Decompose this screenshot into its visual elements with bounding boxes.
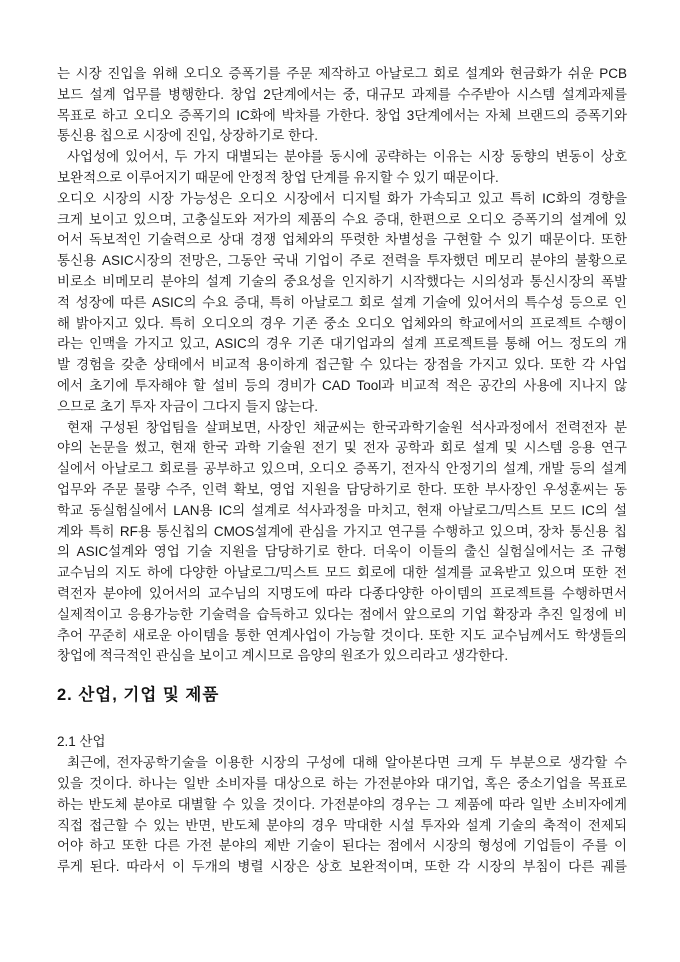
text-line: 력전자 분야에 있어서의 교수님의 지명도에 따라 다종다양한 아이템의 프로젝트를 수행하면서 xyxy=(57,585,627,601)
text-line: 크게 보이고 있으며, 고충실도와 저가의 제품의 수요 증대, 한편으로 오디오 증폭기의 설계에 있 xyxy=(57,211,627,227)
text-line: 학교 동실험실에서 LAN용 IC의 설계로 석사과정을 마치고, 현재 아날로그/믹스트 모드 IC의 설 xyxy=(57,502,627,518)
text-line: 실제적이고 응용가능한 기술력을 습득하고 있다는 점에서 앞으로의 기업 확장과 추진 일정에 비 xyxy=(57,606,627,622)
body-text-block-2 xyxy=(57,753,627,878)
text-line: 어야 하고 또한 다른 가전 분야의 제반 기술이 된다는 점에서 시장의 형성에 기업들이 주를 이 xyxy=(57,838,627,854)
text-line: 는 시장 진입을 위해 오디오 증폭기를 주문 제작하고 아날로그 회로 설계와 현금화가 쉬운 PCB xyxy=(57,66,627,81)
text-line: 목표로 하고 오디오 증폭기의 IC화에 박차를 가한다. 창업 3단계에서는 자체 브랜드의 증폭기와 xyxy=(57,107,627,123)
text-line: 보드 설계 업무를 병행한다. 창업 2단계에서는 중, 대규모 과제를 수주받아 시스템 설계과제를 xyxy=(57,86,627,102)
text-line: 의 ASIC설계와 영업 기술 지원을 담당하기로 한다. 더욱이 이들의 출신 실험실에서는 조 규형 xyxy=(57,544,627,560)
text-line: 어서 독보적인 기술력으로 상대 경쟁 업체와의 뚜렷한 차별성을 구현할 수 있기 때문이다. 또한 xyxy=(57,232,627,248)
text-line: 교수님의 지도 하에 다양한 아날로그/믹스트 모드 회로에 대한 설계를 교육받고 있으며 또한 전 xyxy=(57,565,627,581)
document-content xyxy=(57,64,627,878)
text-line: 발 경험을 갖춘 상태에서 비교적 용이하게 접근할 수 있다는 장점을 가지고 있다. 또한 각 사업 xyxy=(57,357,627,373)
text-line: 계와 특히 RF용 통신칩의 CMOS설계에 관심을 가지고 연구를 수행하고 있으며, 장차 통신용 칩 xyxy=(57,523,627,539)
text-line: 현재 구성된 창업팀을 살펴보면, 사장인 채균씨는 한국과학기술원 석사과정에서 전력전자 분 xyxy=(67,419,627,435)
text-line: 최근에, 전자공학기술을 이용한 시장의 구성에 대해 알아본다면 크게 두 부분으로 생각할 수 xyxy=(67,755,627,771)
text-line: 하는 반도체 분야로 대별할 수 있을 것이다. 가전분야의 경우는 그 제품에 따라 일반 소비자에게 xyxy=(57,796,627,812)
text-line: 루게 된다. 따라서 이 두개의 병렬 시장은 상호 보완적이며, 또한 각 시장의 부침이 다른 궤를 xyxy=(57,859,627,875)
text-line: 창업에 적극적인 관심을 보이고 계시므로 음양의 원조가 있으리라고 생각한다. xyxy=(57,648,509,664)
text-line: 라는 인맥을 가지고 있고, ASIC의 경우 기존 대기업과의 설계 프로젝트를 통해 어느 정도의 개 xyxy=(57,336,627,352)
text-line: 있을 것이다. 하나는 일반 소비자를 대상으로 하는 가전분야와 대기업, 혹은 중소기업을 목표로 xyxy=(57,775,627,791)
text-line: 오디오 시장의 시장 가능성은 오디오 시장에서 디지털 화가 가속되고 있고 특히 IC화의 경향을 xyxy=(57,190,627,206)
text-line: 해 밝아지고 있다. 특히 오디오의 경우 기존 중소 오디오 업체와의 학교에서의 프로젝트 수행이 xyxy=(57,315,627,331)
text-line: 업무와 주문 물량 수주, 인력 확보, 영업 지원을 담당하기로 한다. 또한 부사장인 우성훈씨는 동 xyxy=(57,481,627,497)
subsection-heading: 2.1 산업 xyxy=(57,734,106,750)
section-heading: 2. 산업, 기업 및 제품 xyxy=(57,686,220,705)
text-line: 실에서 아날로그 회로를 공부하고 있으며, 오디오 증폭기, 전자식 안정기의 설계, 개발 등의 설계 xyxy=(57,461,627,477)
text-line: 보완적으로 이루어지기 때문에 안정적 창업 단계를 유지할 수 있기 때문이다. xyxy=(57,169,499,185)
text-line: 야의 논문을 썼고, 현재 한국 과학 기술원 전기 및 전자 공학과 회로 설계 및 시스템 응용 연구 xyxy=(57,440,627,456)
text-line: 직접 접근할 수 있는 반면, 반도체 분야의 경우 막대한 시설 투자와 설계 기술의 축적이 전제되 xyxy=(57,817,627,833)
text-line: 비로소 비메모리 분야의 설계 기술의 중요성을 인지하기 시작했다는 시의성과 통신시장의 폭발 xyxy=(57,273,627,289)
text-line: 에서 초기에 투자해야 할 설비 등의 경비가 CAD Tool과 비교적 적은 공간의 사용에 지나지 않 xyxy=(57,377,627,393)
text-line: 통신용 칩으로 시장에 진입, 상장하기로 한다. xyxy=(57,128,318,144)
text-line: 으므로 초기 투자 자금이 그다지 들지 않는다. xyxy=(57,398,318,414)
text-line: 통신용 ASIC시장의 전망은, 그동안 국내 기업이 주로 전력을 투자했던 메모리 분야의 불황으로 xyxy=(57,253,627,269)
body-text-block-1 xyxy=(57,64,627,667)
text-line: 적 성장에 따른 ASIC의 수요 증대, 특히 아날로그 회로 설계 기술에 있어서의 특수성 등으로 인 xyxy=(57,294,627,310)
text-line: 추어 꾸준히 새로운 아이템을 통한 연계사업이 가능할 것이다. 또한 지도 교수님께서도 학생들의 xyxy=(57,627,627,643)
text-line: 사업성에 있어서, 두 가지 대별되는 분야를 동시에 공략하는 이유는 시장 동향의 변동이 상호 xyxy=(67,149,627,165)
